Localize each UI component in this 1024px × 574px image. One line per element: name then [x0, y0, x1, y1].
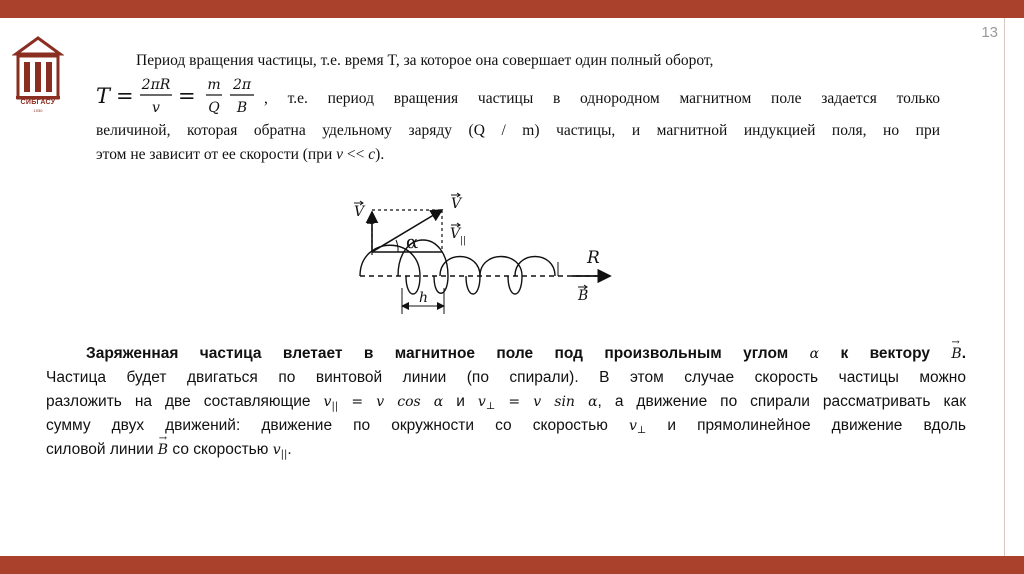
formula-den3: B [236, 100, 248, 116]
formula-T: T [96, 84, 111, 108]
text-line-2: , т.е. период вращения частицы в однородном магнитном поле задается только [264, 90, 940, 107]
body-line-4: сумму двух движений: движение по окружности со скоростью $v_\perp$ и прямолинейное движение вдоль [46, 417, 967, 436]
logo-caption: СИБГАСУ [20, 99, 56, 106]
label-R: R [587, 248, 600, 268]
top-accent-bar [0, 0, 1024, 18]
body-line-1: Заряженная частица влетает в магнитное поле под произвольным углом α к вектору → B. [86, 342, 966, 366]
text-line-3: величиной, которая обратна удельному заряду (Q / m) частицы, и магнитной индукцией поля, но при [96, 122, 940, 139]
text-line-1: Период вращения частицы, т.е. время T, за которое она совершает один полный оборот, [136, 52, 714, 69]
label-alpha: α [406, 232, 419, 253]
label-B: B [578, 288, 589, 304]
body-line-3: разложить на две составляющие $v_{||} = v$ cos α и $v_\perp = v$ sin α, а движение по спирали рассматривать как [46, 393, 966, 412]
text-line-4: этом не зависит от ее скорости (при v << c). [96, 146, 385, 163]
formula-eq1: = [116, 84, 134, 108]
right-divider-line [1004, 18, 1005, 556]
helix-diagram [350, 190, 620, 320]
label-v-perp: V [354, 204, 365, 220]
page-number: 13 [981, 24, 998, 41]
bottom-accent-bar [0, 556, 1024, 574]
logo-year: 1930 [33, 108, 43, 113]
label-v: V [451, 196, 462, 212]
label-v-par: V [450, 226, 461, 242]
formula-num1: 2πR [141, 77, 171, 93]
formula-num2: m [207, 77, 221, 93]
formula-den1: v [152, 100, 160, 116]
formula-den2: Q [208, 100, 220, 116]
body-line-2: Частица будет двигаться по винтовой линии (по спирали). В этом случае скорость частицы можно [46, 369, 966, 386]
period-formula [96, 72, 266, 120]
label-h: h [419, 290, 429, 306]
body-line-5: силовой линии → B со скоростью $v_{||}$. [46, 438, 966, 467]
formula-num3: 2π [232, 77, 252, 93]
svg-text:||: || [460, 236, 467, 246]
formula-eq2: = [178, 84, 196, 108]
svg-text:⊥: ⊥ [366, 216, 376, 227]
